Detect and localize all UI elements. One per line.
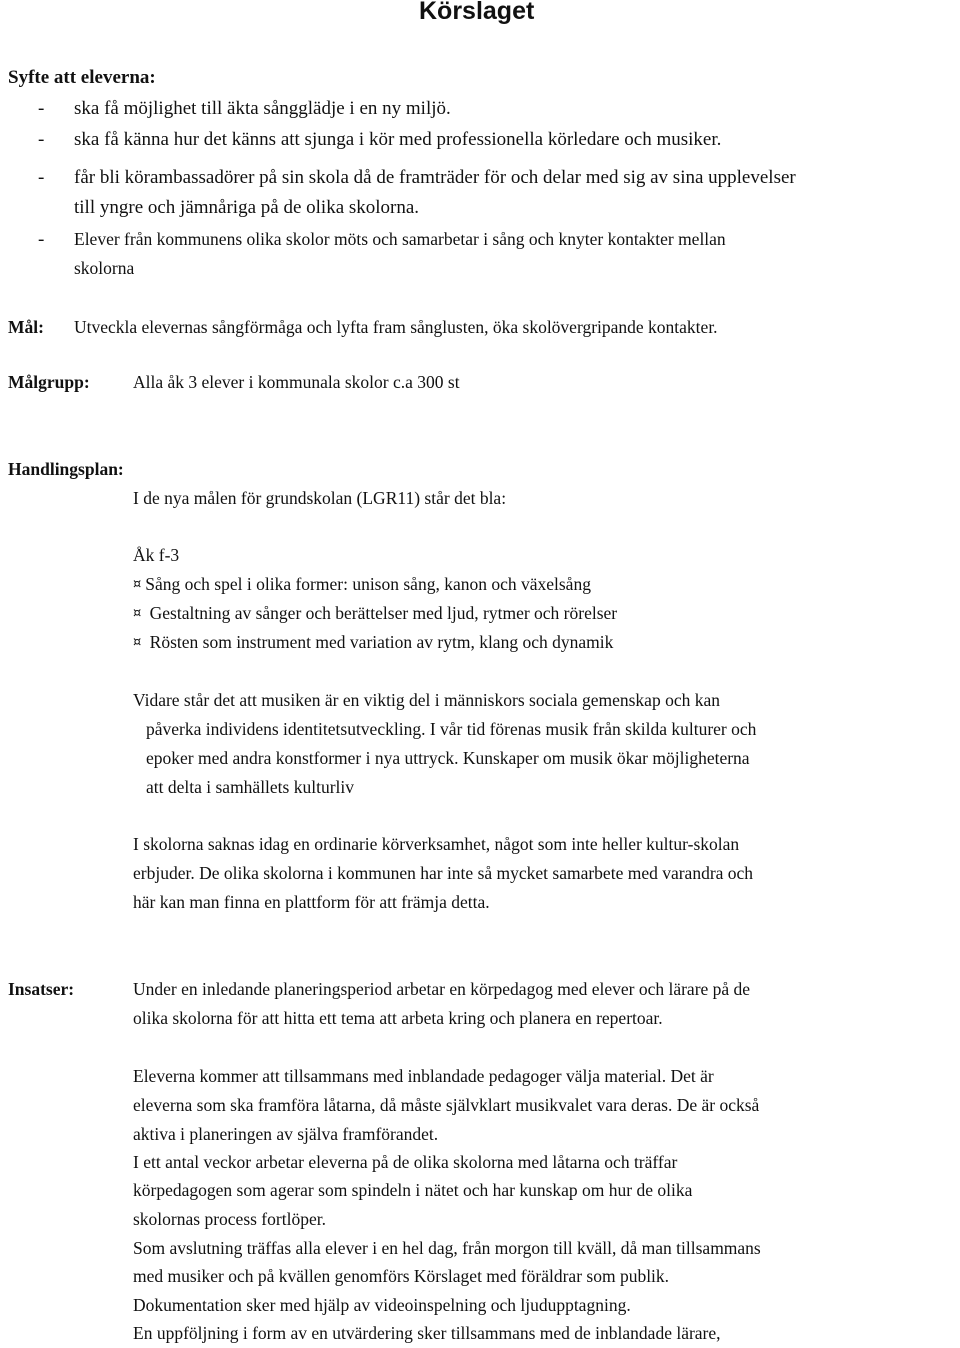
paragraph-line: erbjuder. De olika skolorna i kommunen har inte så mycket samarbete med varandra och — [133, 863, 754, 883]
paragraph-line: epoker med andra konstformer i nya uttryck. Kunskaper om musik ökar möjligheterna — [146, 748, 750, 768]
paragraph-line: påverka individens identitetsutveckling. I vår tid förenas musik från skilda kulturer och — [146, 719, 757, 739]
bullet-item: ¤ Rösten som instrument med variation av rytm, klang och dynamik — [133, 632, 614, 652]
dash: - — [38, 129, 45, 150]
paragraph-line: Vidare står det att musiken är en viktig del i människors sociala gemenskap och kan — [133, 690, 720, 710]
insatser-label: Insatser: — [8, 979, 75, 999]
bullet-item: ¤ Sång och spel i olika former: unison sång, kanon och växelsång — [133, 574, 591, 594]
dash: - — [38, 167, 45, 188]
paragraph-line: körpedagogen som agerar som spindeln i nätet och har kunskap om hur de olika — [133, 1180, 693, 1200]
mal-text: Utveckla elevernas sångförmåga och lyfta fram sånglusten, öka skolövergripande kontakter. — [74, 317, 718, 337]
handlingsplan-intro: I de nya målen för grundskolan (LGR11) står det bla: — [133, 488, 507, 508]
syfte-heading: Syfte att eleverna: — [8, 67, 156, 88]
paragraph-line: eleverna som ska framföra låtarna, då måste självklart musikvalet vara deras. De är också — [133, 1095, 760, 1115]
bullet-symbol: ¤ — [133, 577, 142, 592]
syfte-item: Elever från kommunens olika skolor möts och samarbetar i sång och knyter kontakter mellan — [74, 229, 726, 249]
syfte-item: ska få känna hur det känns att sjunga i kör med professionella körledare och musiker. — [74, 129, 722, 150]
bullet-symbol: ¤ — [133, 606, 142, 621]
bullet-symbol: ¤ — [133, 635, 142, 650]
paragraph-line: Dokumentation sker med hjälp av videoinspelning och ljudupptagning. — [133, 1295, 631, 1315]
mal-label: Mål: — [8, 317, 44, 337]
paragraph-line: En uppföljning i form av en utvärdering sker tillsammans med de inblandade lärare, — [133, 1323, 721, 1343]
syfte-item: ska få möjlighet till äkta sångglädje i en ny miljö. — [74, 98, 451, 119]
paragraph-line: I ett antal veckor arbetar eleverna på de olika skolorna med låtarna och träffar — [133, 1152, 678, 1172]
dash: - — [38, 229, 45, 250]
paragraph-line: Som avslutning träffas alla elever i en hel dag, från morgon till kväll, då man tillsammans — [133, 1238, 761, 1258]
paragraph-line: olika skolorna för att hitta ett tema att arbeta kring och planera en repertoar. — [133, 1008, 663, 1028]
page-title: Körslaget — [419, 0, 535, 25]
handlingsplan-heading: Handlingsplan: — [8, 459, 124, 479]
paragraph-line: I skolorna saknas idag en ordinarie körverksamhet, något som inte heller kultur-skolan — [133, 834, 740, 854]
malgrupp-text: Alla åk 3 elever i kommunala skolor c.a 300 st — [133, 372, 460, 392]
syfte-item-continuation: skolorna — [74, 258, 135, 278]
bullet-item: ¤ Gestaltning av sånger och berättelser med ljud, rytmer och rörelser — [133, 603, 618, 623]
paragraph-line: med musiker och på kvällen genomförs Körslaget med föräldrar som publik. — [133, 1266, 670, 1286]
dash: - — [38, 98, 45, 119]
paragraph-line: här kan man finna en plattform för att främja detta. — [133, 892, 490, 912]
grade-label: Åk f-3 — [133, 545, 180, 565]
syfte-item-continuation: till yngre och jämnåriga på de olika skolorna. — [74, 197, 420, 218]
paragraph-line: att delta i samhällets kulturliv — [146, 777, 355, 797]
paragraph-line: aktiva i planeringen av själva framförandet. — [133, 1124, 439, 1144]
malgrupp-label: Målgrupp: — [8, 372, 90, 392]
paragraph-line: skolornas process fortlöper. — [133, 1209, 326, 1229]
paragraph-line: Under en inledande planeringsperiod arbetar en körpedagog med elever och lärare på de — [133, 979, 751, 999]
paragraph-line: Eleverna kommer att tillsammans med inblandade pedagoger välja material. Det är — [133, 1066, 714, 1086]
syfte-item: får bli körambassadörer på sin skola då de framträder för och delar med sig av sina upplevelser — [74, 167, 796, 188]
